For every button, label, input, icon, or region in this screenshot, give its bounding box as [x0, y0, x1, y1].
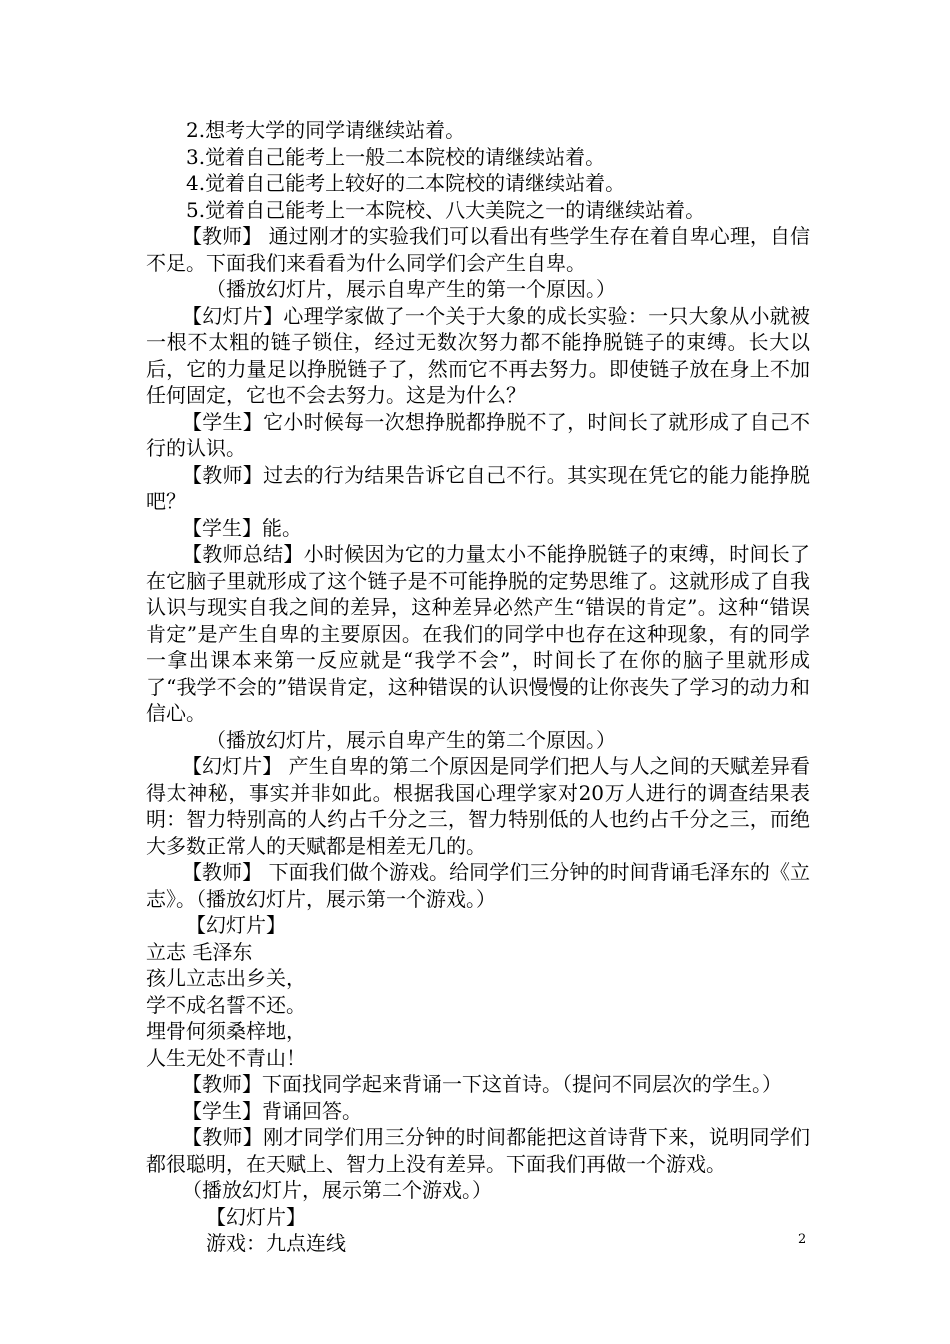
- paragraph-note-3: （播放幻灯片，展示第二个游戏。）: [182, 1178, 492, 1202]
- list-item-4: 4.觉着自己能考上较好的二本院校的请继续站着。: [186, 171, 626, 195]
- poem-line: 学不成名誓不还。: [146, 992, 306, 1017]
- poem-line: 人生无处不青山！: [146, 1045, 306, 1070]
- paragraph-slide-1: 【幻灯片】心理学家做了一个关于大象的成长实验：一只大象从小就被一根不太粗的链子锁住，经过无数次努力都不能挣脱链子的束缚。长大以后，它的力量足以挣脱链子了，然而它不再去努力。即使链子放在身上不加任何固定，它也不会去努力。这是为什么？: [146, 303, 810, 407]
- paragraph-note-2: （播放幻灯片，展示自卑产生的第二个原因。）: [206, 727, 616, 752]
- paragraph-game: 游戏：九点连线: [206, 1231, 346, 1255]
- paragraph-slide-4: 【幻灯片】: [206, 1204, 306, 1229]
- paragraph-student-3: 【学生】背诵回答。: [182, 1098, 362, 1123]
- poem: [146, 939, 810, 1072]
- poem-title: 立志 毛泽东: [146, 939, 253, 964]
- paragraph-teacher-5: 【教师】刚才同学们用三分钟的时间都能把这首诗背下来，说明同学们都很聪明，在天赋上、智力上没有差异。下面我们再做一个游戏。: [146, 1125, 810, 1176]
- paragraph-teacher-4: 【教师】下面找同学起来背诵一下这首诗。（提问不同层次的学生。）: [182, 1072, 782, 1096]
- paragraph-note-1: （播放幻灯片，展示自卑产生的第一个原因。）: [206, 277, 616, 301]
- list-item-5: 5.觉着自己能考上一本院校、八大美院之一的请继续站着。: [186, 197, 706, 222]
- poem-line: 埋骨何须桑梓地，: [146, 1019, 306, 1043]
- paragraph-teacher-summary: 【教师总结】小时候因为它的力量太小不能挣脱链子的束缚，时间长了在它脑子里就形成了这个链子是不可能挣脱的定势思维了。这就形成了自我认识与现实自我之间的差异，这种差异必然产生“错误的肯定”。这种“错误肯定”是产生自卑的主要原因。在我们的同学中也存在这种现象，有的同学一拿出课本来第一反应就是“我学不会”，时间长了在你的脑子里就形成了“我学不会的”错误肯定，这种错误的认识慢慢的让你丧失了学习的动力和信心。: [146, 542, 810, 725]
- paragraph-teacher-2: 【教师】过去的行为结果告诉它自己不行。其实现在凭它的能力能挣脱吧？: [146, 462, 810, 513]
- paragraph-slide-2: 【幻灯片】 产生自卑的第二个原因是同学们把人与人之间的天赋差异看得太神秘，事实并非如此。根据我国心理学家对20万人进行的调查结果表明：智力特别高的人约占千分之三，智力特别低的人也约占千分之三，而绝大多数正常人的天赋都是相差无几的。: [146, 754, 810, 858]
- poem-line: 孩儿立志出乡关，: [146, 966, 306, 990]
- paragraph-teacher-1: 【教师】 通过刚才的实验我们可以看出有些学生存在着自卑心理，自信不足。下面我们来看看为什么同学们会产生自卑。: [146, 224, 810, 275]
- paragraph-teacher-3: 【教师】 下面我们做个游戏。给同学们三分钟的时间背诵毛泽东的《立志》。（播放幻灯片，展示第一个游戏。）: [146, 860, 810, 911]
- list-item-3: 3.觉着自己能考上一般二本院校的请继续站着。: [186, 144, 606, 169]
- paragraph-slide-3: 【幻灯片】: [186, 913, 286, 937]
- paragraph-student-1: 【学生】它小时候每一次想挣脱都挣脱不了，时间长了就形成了自己不行的认识。: [146, 409, 810, 460]
- document-body: [146, 117, 810, 1257]
- list-item-2: 2.想考大学的同学请继续站着。: [186, 118, 466, 142]
- page-number: 2: [798, 1232, 807, 1247]
- paragraph-student-2: 【学生】能。: [182, 515, 302, 540]
